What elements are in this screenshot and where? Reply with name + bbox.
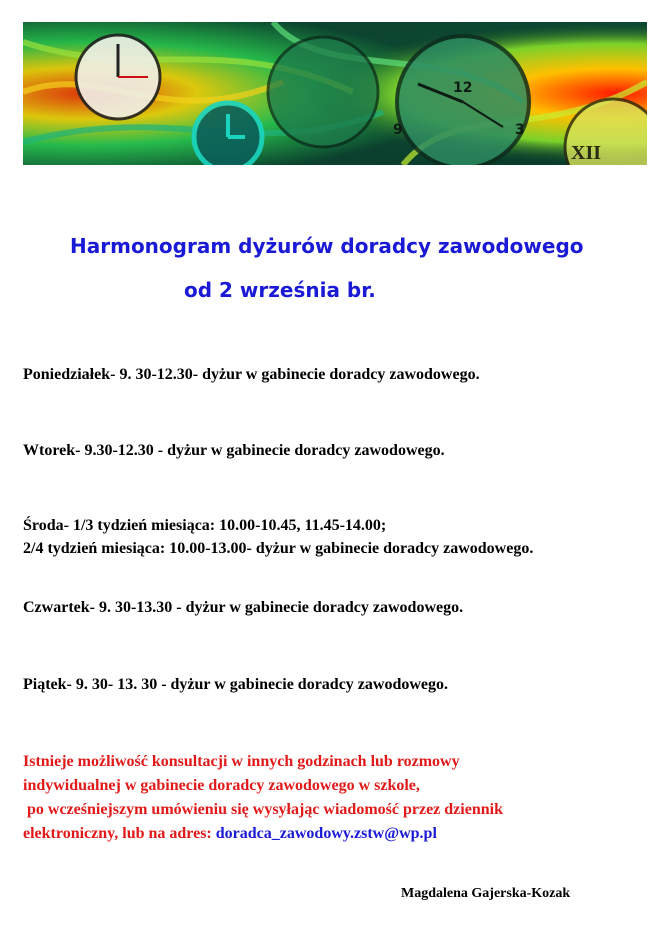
schedule-tuesday: Wtorek- 9.30-12.30 - dyżur w gabinecie doradcy zawodowego. — [23, 442, 445, 459]
schedule-monday: Poniedziałek- 9. 30-12.30- dyżur w gabinecie doradcy zawodowego. — [23, 366, 480, 383]
schedule-wednesday-line-2: 2/4 tydzień miesiąca: 10.00-13.00- dyżur w gabinecie doradcy zawodowego. — [23, 540, 534, 557]
svg-text:9: 9 — [393, 122, 403, 138]
consultation-info — [23, 750, 503, 846]
schedule-friday: Piątek- 9. 30- 13. 30 - dyżur w gabinecie doradcy zawodowego. — [23, 676, 448, 693]
info-line-3: po wcześniejszym umówieniu się wysyłając wiadomość przez dziennik — [23, 801, 503, 818]
info-line-2: indywidualnej w gabinecie doradcy zawodowego w szkole, — [23, 777, 420, 794]
svg-text:3: 3 — [515, 122, 525, 138]
svg-text:12: 12 — [453, 80, 473, 96]
page-title-line-2: od 2 września br. — [184, 278, 376, 302]
info-line-1: Istnieje możliwość konsultacji w innych godzinach lub rozmowy — [23, 753, 460, 770]
email-link[interactable]: doradca_zawodowy.zstw@wp.pl — [215, 825, 437, 842]
clock-left-icon — [76, 35, 160, 119]
svg-text:XII: XII — [571, 142, 602, 164]
clocks-banner-image — [23, 22, 647, 165]
schedule-thursday: Czwartek- 9. 30-13.30 - dyżur w gabinecie doradcy zawodowego. — [23, 599, 464, 616]
signature: Magdalena Gajerska-Kozak — [401, 886, 571, 901]
info-line-4 — [23, 822, 503, 846]
info-line-4-text: elektroniczny, lub na adres: — [23, 825, 216, 842]
schedule-wednesday-line-1: Środa- 1/3 tydzień miesiąca: 10.00-10.45, 11.45-14.00; — [23, 517, 387, 534]
page-title-line-1: Harmonogram dyżurów doradcy zawodowego — [70, 234, 584, 258]
